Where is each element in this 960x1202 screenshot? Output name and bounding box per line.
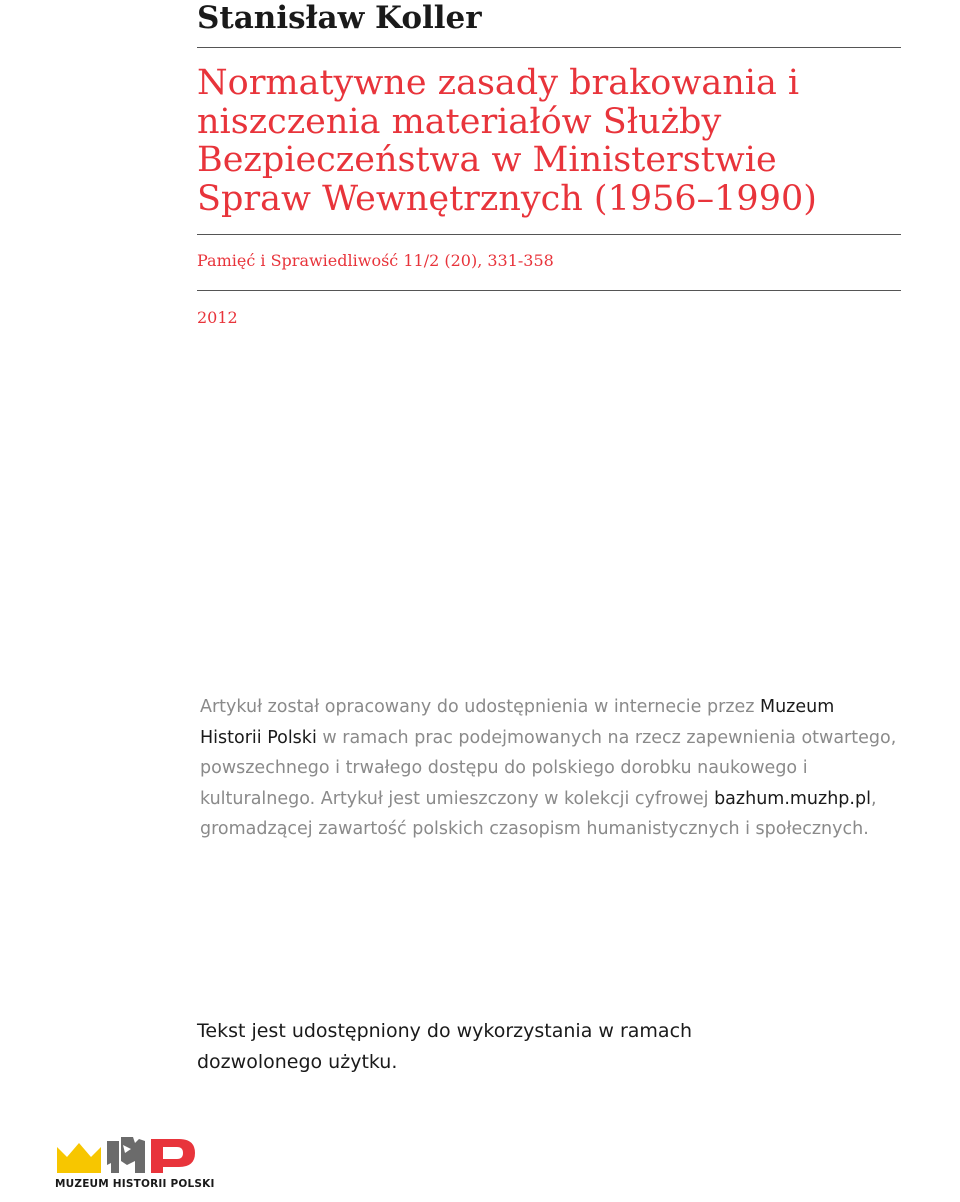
article-title: Normatywne zasady brakowania i niszczenia materiałów Służby Bezpieczeństwa w Ministerstwie Spraw Wewnętrznych (1956–1990) [197, 63, 817, 219]
access-notice [200, 692, 900, 845]
journal-citation: Pamięć i Sprawiedliwość 11/2 (20), 331-358 [197, 251, 554, 270]
logo-text: MUZEUM HISTORII POLSKI [55, 1178, 215, 1190]
notice-text: , gromadzącej zawartość polskich czasopism humanistycznych i społecznych. [200, 788, 877, 839]
notice-text: Artykuł został opracowany do udostępnienia w internecie przez [200, 697, 760, 717]
author-name: Stanisław Koller [197, 0, 482, 36]
institution-name: Muzeum Historii Polski [200, 697, 835, 748]
notice-text: w ramach prac podejmowanych na rzecz zapewnienia otwartego, powszechnego i trwałego dostępu do polskiego dorobku naukowego i kulturalnego. Artykuł jest umieszczony w kolekcji cyfrowej [200, 727, 897, 809]
divider [197, 47, 901, 48]
collection-link[interactable]: bazhum.muzhp.pl [714, 788, 871, 809]
usage-notice: Tekst jest udostępniony do wykorzystania w ramach dozwolonego użytku. [197, 1020, 693, 1073]
divider [197, 234, 901, 235]
divider [197, 290, 901, 291]
publication-year: 2012 [197, 308, 238, 327]
